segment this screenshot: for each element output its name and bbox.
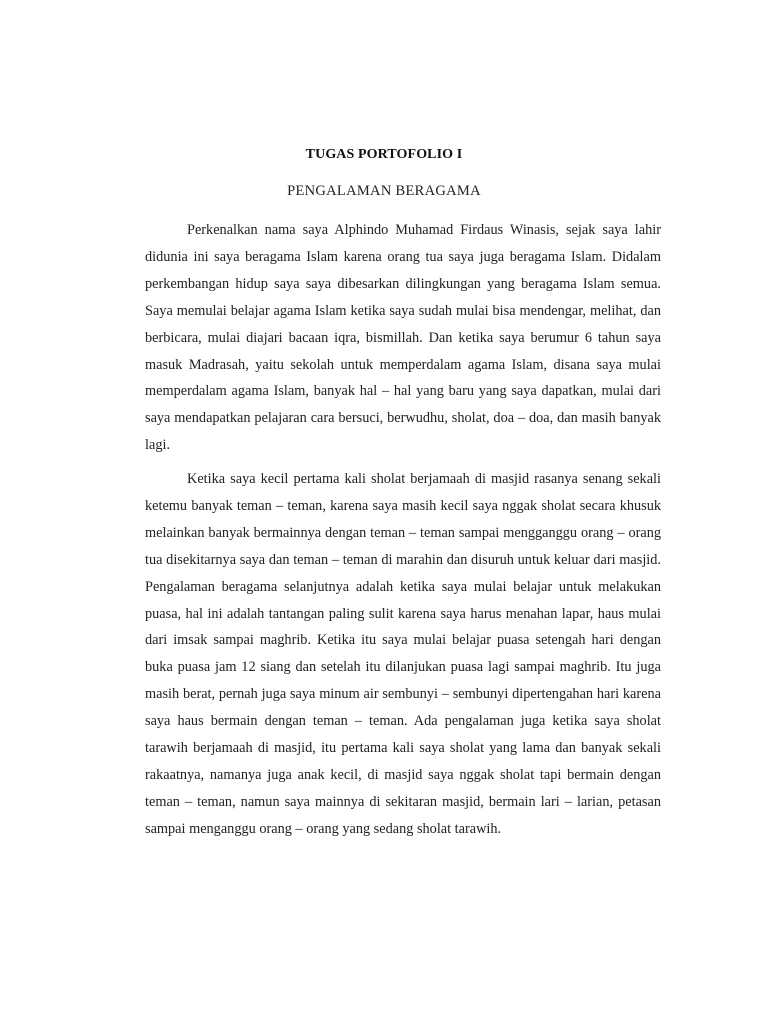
paragraph-2: Ketika saya kecil pertama kali sholat berjamaah di masjid rasanya senang sekali ketemu banyak teman – teman, karena saya masih kecil saya nggak sholat secara khusuk melainkan banyak bermainnya dengan teman – teman sampai mengganggu orang – orang tua disekitarnya saya dan teman – teman di marahin dan disuruh untuk keluar dari masjid. Pengalaman beragama selanjutnya adalah ketika saya mulai belajar untuk melakukan puasa, hal ini adalah tantangan paling sulit karena saya harus menahan lapar, haus mulai dari imsak sampai maghrib. Ketika itu saya mulai belajar puasa setengah hari dengan buka puasa jam 12 siang dan setelah itu dilanjukan puasa lagi sampai maghrib. Itu juga masih berat, pernah juga saya minum air sembunyi – sembunyi dipertengahan hari karena saya haus bermain dengan teman – teman. Ada pengalaman juga ketika saya sholat tarawih berjamaah di masjid, itu pertama kali saya sholat yang lama dan banyak sekali rakaatnya, namanya juga anak kecil, di masjid saya nggak sholat tapi bermain dengan teman – teman, namun saya mainnya di sekitaran masjid, bermain lari – larian, petasan sampai menganggu orang – orang yang sedang sholat tarawih. <box>145 471 661 837</box>
document-subtitle: PENGALAMAN BERAGAMA <box>287 183 481 199</box>
document-title: TUGAS PORTOFOLIO I <box>305 147 463 162</box>
paragraph-1: Perkenalkan nama saya Alphindo Muhamad Firdaus Winasis, sejak saya lahir didunia ini saya beragama Islam karena orang tua saya juga beragama Islam. Didalam perkembangan hidup saya saya dibesarkan dilingkungan yang beragama Islam semua. Saya memulai belajar agama Islam ketika saya sudah mulai bisa mendengar, melihat, dan berbicara, mulai diajari bacaan iqra, bismillah. Dan ketika saya berumur 6 tahun saya masuk Madrasah, yaitu sekolah untuk memperdalam agama Islam, disana saya mulai memperdalam agama Islam, banyak hal – hal yang baru yang saya dapatkan, mulai dari saya mendapatkan pelajaran cara bersuci, berwudhu, sholat, doa – doa, dan masih banyak lagi. <box>145 222 661 454</box>
